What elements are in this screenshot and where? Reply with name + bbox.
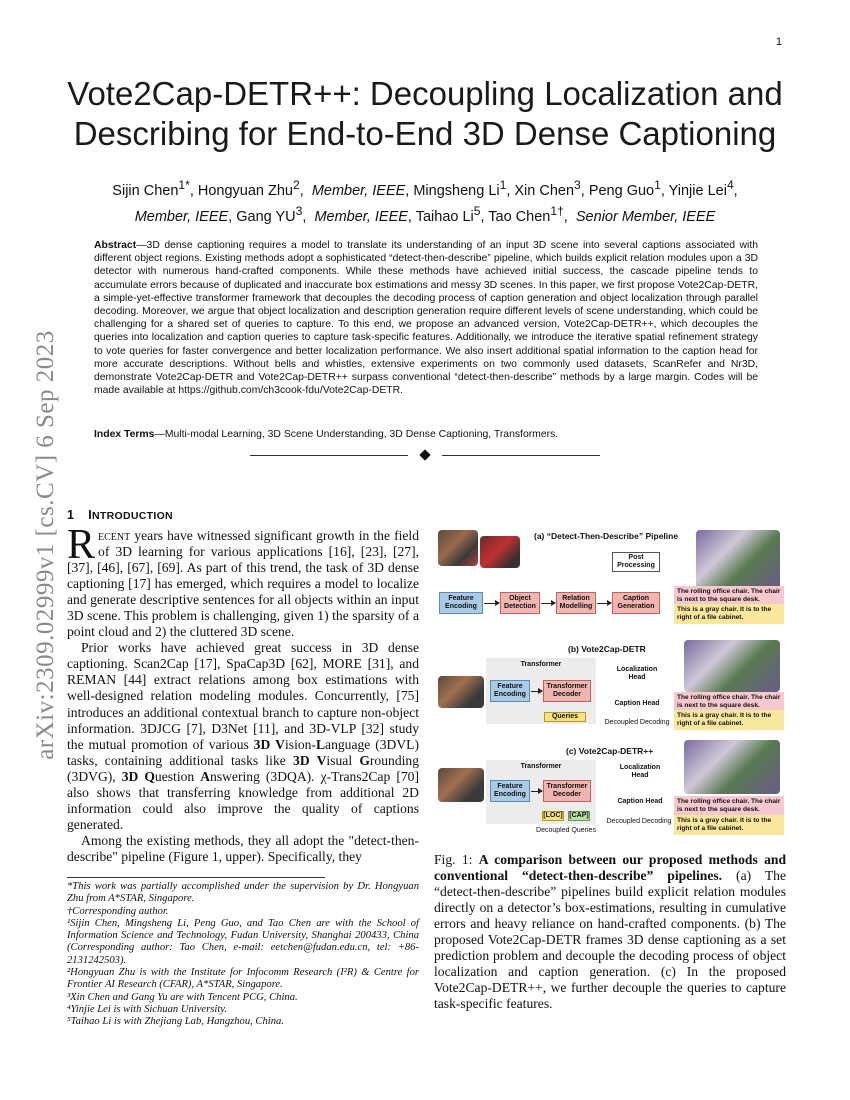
affiliation-mark: 5 [473, 203, 481, 218]
scene-thumbnail-image [480, 536, 520, 568]
author-name: , Hongyuan Zhu [189, 182, 293, 199]
paragraph-1 [67, 522, 419, 640]
footnote: ¹Sijin Chen, Mingsheng Li, Peng Guo, and Tao Chen are with the School of Information Science and Technology, Fudan University, Shanghai 200433, China (Corresponding author: Tao Chen, e-mail: eetchen@fudan.edu.cn, tel: +86-2131242503). [67, 917, 419, 966]
cap-query-box: [CAP] [569, 812, 589, 819]
dropcap: R [67, 522, 96, 568]
caption-bold: A comparison between our proposed methods and conventional “detect-then-describe” pipelines. [434, 852, 786, 884]
bold-text: A [200, 768, 211, 784]
member-title: Member, IEEE [134, 208, 229, 225]
scene-thumbnail-image [438, 530, 478, 566]
transformer-decoder-box: Transformer Decoder [543, 680, 591, 702]
flow-arrow [597, 603, 611, 604]
paragraph-2 [67, 640, 419, 833]
scene-output-image [684, 640, 780, 692]
flow-arrow [541, 603, 555, 604]
index-terms-label: Index Terms [94, 429, 155, 440]
decoupled-decoding-label: Decoupled Decoding [606, 818, 672, 825]
paragraph-text: ision- [285, 736, 316, 752]
panel-c-title: (c) Vote2Cap-DETR++ [566, 746, 654, 756]
object-detection-box: Object Detection [500, 592, 540, 614]
bold-text: 3D V [293, 752, 327, 768]
footnote: ⁵Taihao Li is with Zhejiang Lab, Hangzhou, China. [67, 1016, 284, 1028]
paragraph-text: anguage (3DVL) tasks, containing additional tasks like [67, 736, 419, 768]
flow-arrow [484, 603, 499, 604]
figure-caption [434, 852, 786, 1012]
paragraph-text: nswering (3DQA). χ-Trans2Cap [70] also shows that transferring knowledge from additional 2D information could also improve the quality of captions generated. [67, 768, 419, 832]
localization-head-label: Localization Head [619, 764, 661, 779]
feature-encoding-box: Feature Encoding [490, 680, 530, 702]
smallcaps-word: ecent [98, 528, 131, 543]
footnotes [67, 881, 419, 1029]
scene-thumbnail-image [438, 768, 484, 802]
arxiv-stamp-text: arXiv:2309.02999v1 [cs.CV] 6 Sep 2023 [32, 330, 60, 760]
decoupled-queries-label: Decoupled Queries [536, 827, 596, 834]
feature-encoding-box: Feature Encoding [439, 592, 483, 614]
relation-modelling-box: Relation Modelling [556, 592, 596, 614]
author-name: , Yinjie Lei [660, 182, 727, 199]
section-divider [250, 448, 600, 462]
transformer-label: Transformer [520, 763, 562, 770]
author-name: , Gang YU [228, 208, 296, 225]
author-name: , Xin Chen [506, 182, 575, 199]
bold-text: L [315, 736, 326, 752]
footnote: ⁴Yinjie Lei is with Sichuan University. [67, 1003, 228, 1015]
caption-head-label: Caption Head [614, 700, 660, 707]
separator-text: , [733, 182, 738, 199]
paragraph-text: Prior works have achieved great success in 3D dense captioning. Scan2Cap [17], SpaCap3D [62], MORE [31], and REMAN [44] extract relations among box estimations with well-designed relation modeling modules. Concurrently, [75] introduces an additional contextual branch to capture non-object information. 3DJCG [7], D3Net [11], and 3D-VLP [32] study the mutual promotion of various [67, 640, 419, 752]
queries-box: Queries [544, 712, 586, 722]
paragraph-text: rounding (3DVG), [67, 752, 419, 784]
scene-thumbnail-image [438, 676, 484, 708]
scene-output-image [696, 530, 780, 590]
caption-head-label: Caption Head [617, 798, 663, 805]
abstract-text: —3D dense captioning requires a model to translate its understanding of an input 3D scene into several captions associated with different object regions. Existing methods adopt a sophisticated “detect-then-describe” pipeline, which builds explicit relation modules upon a 3D detector with numerous hand-crafted components. While these methods have achieved initial success, the cascade pipeline tends to accumulate errors because of duplicated and inaccurate box estimations and messy 3D scenes. In this paper, we first propose Vote2Cap-DETR, a simple-yet-effective transformer framework that decouples the decoding process of caption generation and object localization through parallel decoding. Moreover, we argue that object localization and description generation require different levels of scene understanding, which could be challenging for a shared set of queries to capture. To this end, we propose an advanced version, Vote2Cap-DETR++, which decouples the queries into localization and caption queries to capture task-specific features. Additionally, we introduce the iterative spatial refinement strategy to vote queries for faster convergence and better localization performance. We also insert additional spatial information to the caption head for more accurate descriptions. Without bells and whistles, extensive experiments on two commonly used datasets, ScanRefer and Nr3D, demonstrate Vote2Cap-DETR and Vote2Cap-DETR++ surpass conventional “detect-then-describe” methods by a large margin. Codes will be made available at https://github.com/ch3cook-fdu/Vote2Cap-DETR. [94, 240, 758, 397]
divider-rule-left [250, 455, 408, 456]
caption-pink-note: The rolling office chair. The chair is next to the square desk. [674, 796, 784, 816]
affiliation-mark: 4 [726, 178, 734, 192]
caption-yellow-note: This is a gray chair. It is to the right of a file cabinet. [674, 604, 784, 624]
footnote-rule [67, 877, 325, 878]
caption-yellow-note: This is a gray chair. It is to the right of a file cabinet. [674, 815, 784, 835]
flow-arrow [531, 791, 542, 792]
caption-pink-note: The rolling office chair. The chair is next to the square desk. [674, 692, 784, 712]
author-list [70, 175, 780, 227]
caption-text: (a) The “detect-then-describe” pipelines build explicit relation modules directly on a detector’s box-estimations, resulting in cumulative errors and heavy reliance on hand-crafted components. (b) The proposed Vote2Cap-DETR frames 3D dense captioning as a set prediction problem and decouple the decoding process of object localization and caption generation. (c) In the proposed Vote2Cap-DETR++, we further decouple the queries to capture task-specific features. [434, 868, 786, 1012]
separator-text: , [302, 208, 307, 225]
affiliation-mark: 3 [574, 178, 581, 192]
paragraph-3: Among the existing methods, they all adopt the "detect-then-describe" pipeline (Figure 1, upper). Specifically, they [67, 832, 419, 864]
localization-head-label: Localization Head [616, 666, 658, 681]
footnote: ²Hongyuan Zhu is with the Institute for Infocomm Research (I²R) & Centre for Frontier AI Research (CFAR), A*STAR, Singapore. [67, 967, 419, 991]
transformer-decoder-box: Transformer Decoder [543, 780, 591, 802]
caption-pink-note: The rolling office chair. The chair is next to the square desk. [674, 586, 784, 606]
body-left-column [67, 522, 419, 865]
section-title-first: I [88, 508, 93, 522]
affiliation-mark: 3 [295, 203, 303, 218]
footnote: †Corresponding author. [67, 905, 169, 917]
footnote: ³Xin Chen and Gang Yu are with Tencent PCG, China. [67, 991, 298, 1003]
index-terms [94, 428, 758, 441]
bold-text: G [359, 752, 370, 768]
panel-b-title: (b) Vote2Cap-DETR [568, 644, 646, 654]
member-title: Senior Member, IEEE [575, 208, 716, 225]
section-number: 1 [67, 508, 75, 522]
divider-rule-right [442, 455, 600, 456]
affiliation-mark: 2 [293, 178, 300, 192]
bold-text: V [275, 736, 285, 752]
author-name: , Tao Chen [480, 208, 551, 225]
abstract-label: Abstract [94, 240, 137, 251]
affiliation-mark: 1 [654, 178, 661, 192]
loc-query-box: [LOC] [543, 812, 563, 819]
author-line-2 [70, 201, 780, 227]
affiliation-mark: 1* [178, 178, 190, 192]
paragraph-text: isual [326, 752, 360, 768]
author-line-1 [70, 175, 780, 201]
paragraph-1-text: years have witnessed significant growth in the field of 3D learning for various applications [16], [23], [27], [37], [46], [67], [69]. As part of this trend, the task of 3D dense captioning [17] has emerged, which requires a model to localize and generate descriptive sentences for all objects within an input 3D scene. This problem is challenging, given 1) the sparsity of a point cloud and 2) the cluttered 3D scene. [67, 528, 419, 640]
author-name: , Taihao Li [407, 208, 474, 225]
caption-label: Fig. 1: [434, 852, 479, 867]
bold-text: 3D [253, 736, 271, 752]
transformer-label: Transformer [520, 661, 562, 668]
post-processing-box: Post Processing [612, 552, 660, 572]
section-heading [67, 508, 173, 522]
caption-yellow-note: This is a gray chair. It is to the right of a file cabinet. [674, 710, 784, 730]
scene-output-image [684, 740, 780, 794]
bold-text: 3D Q [121, 768, 155, 784]
member-title: Member, IEEE [314, 208, 408, 225]
page-number: 1 [775, 36, 782, 48]
diamond-icon [419, 449, 430, 460]
title-line-2: Describing for End-to-End 3D Dense Captioning [73, 115, 777, 152]
separator-text: , [563, 208, 568, 225]
affiliation-mark: 1 [499, 178, 507, 192]
paragraph-text: uestion [154, 768, 201, 784]
author-name: , Mingsheng Li [405, 182, 500, 199]
index-terms-text: —Multi-modal Learning, 3D Scene Understanding, 3D Dense Captioning, Transformers. [154, 429, 559, 440]
arxiv-stamp [30, 300, 62, 790]
paper-title [40, 74, 810, 154]
caption-generation-box: Caption Generation [612, 592, 660, 614]
section-title-rest: NTRODUCTION [92, 510, 173, 522]
figure-1 [434, 528, 786, 838]
affiliation-mark: 1† [550, 203, 564, 218]
author-name: , Peng Guo [580, 182, 655, 199]
separator-text: , [299, 182, 304, 199]
abstract [94, 239, 758, 397]
member-title: Member, IEEE [311, 182, 406, 199]
panel-a-title: (a) “Detect-Then-Describe” Pipeline [534, 531, 679, 541]
footnote: *This work was partially accomplished under the supervision by Dr. Hongyuan Zhu from A*STAR, Singapore. [67, 881, 419, 905]
title-line-1: Vote2Cap-DETR++: Decoupling Localization and [67, 75, 783, 112]
flow-arrow [531, 691, 542, 692]
decoupled-decoding-label: Decoupled Decoding [604, 719, 670, 726]
author-name: Sijin Chen [112, 182, 179, 199]
feature-encoding-box: Feature Encoding [490, 780, 530, 802]
